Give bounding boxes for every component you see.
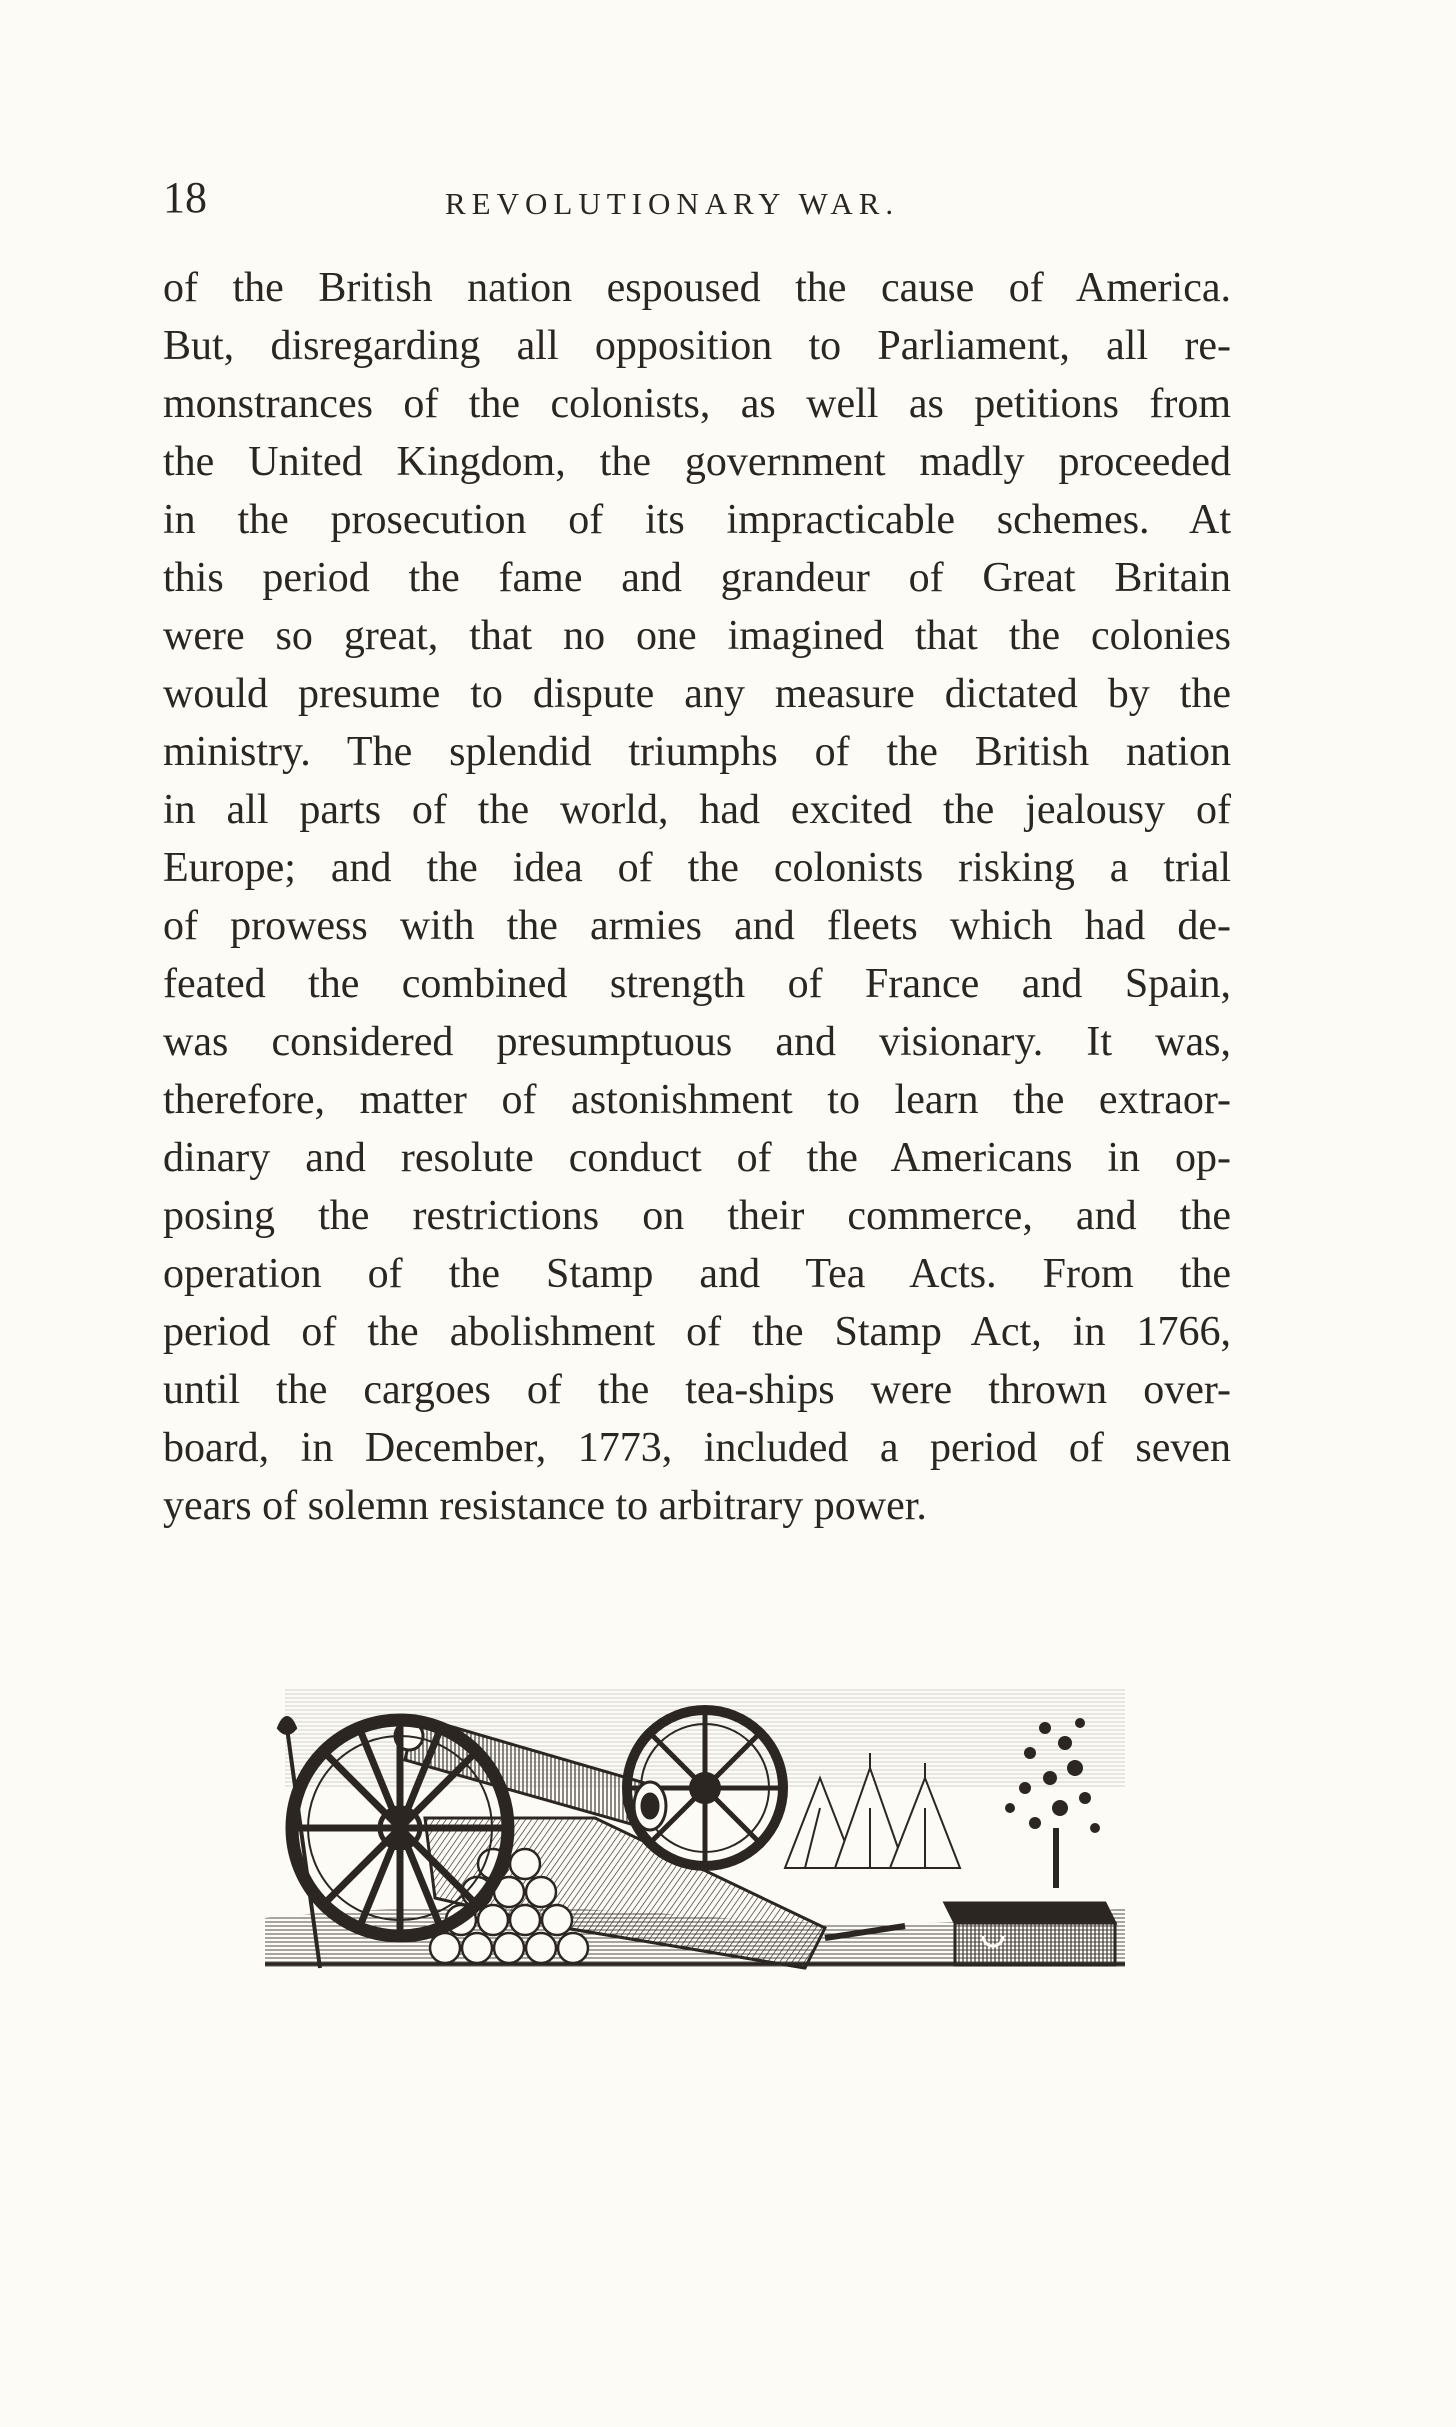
text-line: of the British nation espoused the cause of America. bbox=[163, 265, 1231, 311]
text-line: But, disregarding all opposition to Parliament, all re- bbox=[163, 323, 1231, 369]
text-line: in the prosecution of its impracticable schemes. At bbox=[163, 497, 1231, 543]
cannon-engraving-icon bbox=[265, 1668, 1125, 1988]
text-line: monstrances of the colonists, as well as petitions from bbox=[163, 381, 1231, 427]
text-line: therefore, matter of astonishment to learn the extraor- bbox=[163, 1077, 1231, 1123]
text-line: were so great, that no one imagined that the colonies bbox=[163, 613, 1231, 659]
text-line: board, in December, 1773, included a period of seven bbox=[163, 1425, 1231, 1471]
page-number: 18 bbox=[163, 173, 207, 222]
text-line: in all parts of the world, had excited the jealousy of bbox=[163, 787, 1231, 833]
text-line: of prowess with the armies and fleets which had de- bbox=[163, 903, 1231, 949]
ammunition-box bbox=[945, 1903, 1115, 1965]
text-line: ministry. The splendid triumphs of the British nation bbox=[163, 729, 1231, 775]
body-paragraph bbox=[163, 259, 1231, 1535]
text-line: was considered presumptuous and visionary. It was, bbox=[163, 1019, 1231, 1065]
text-line: would presume to dispute any measure dictated by the bbox=[163, 671, 1231, 717]
text-line: Europe; and the idea of the colonists risking a trial bbox=[163, 845, 1231, 891]
text-line: years of solemn resistance to arbitrary power. bbox=[163, 1483, 927, 1529]
text-line: period of the abolishment of the Stamp Act, in 1766, bbox=[163, 1309, 1231, 1355]
text-line: until the cargoes of the tea-ships were thrown over- bbox=[163, 1367, 1231, 1413]
text-line: the United Kingdom, the government madly proceeded bbox=[163, 439, 1231, 485]
front-wheel bbox=[292, 1720, 508, 1936]
text-line: this period the fame and grandeur of Great Britain bbox=[163, 555, 1231, 601]
text-line: dinary and resolute conduct of the Americans in op- bbox=[163, 1135, 1231, 1181]
text-line: feated the combined strength of France and Spain, bbox=[163, 961, 1231, 1007]
text-line: posing the restrictions on their commerce, and the bbox=[163, 1193, 1231, 1239]
running-title: REVOLUTIONARY WAR. bbox=[445, 186, 900, 221]
text-line: operation of the Stamp and Tea Acts. From the bbox=[163, 1251, 1231, 1297]
